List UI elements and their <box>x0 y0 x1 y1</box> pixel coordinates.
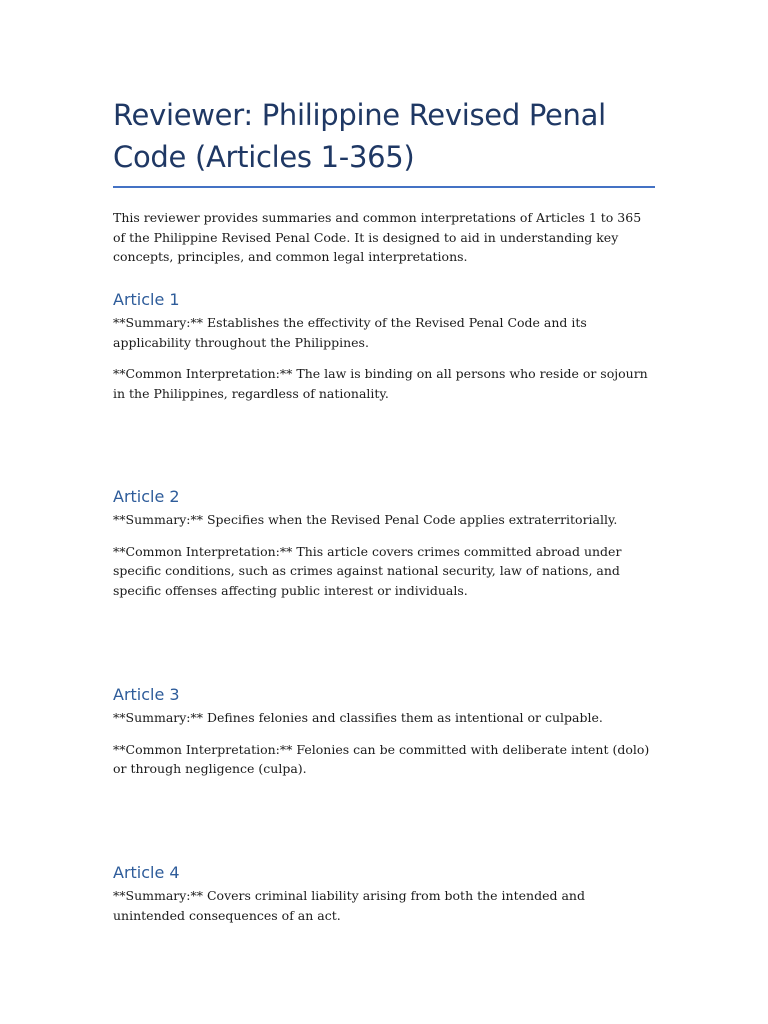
article-interpretation: **Common Interpretation:** This article covers crimes committed abroad under specific conditions, such as crimes against national security, law of nations, and specific offenses affecting public interest or individuals. <box>113 543 622 598</box>
article-heading: Article 3 <box>113 685 180 704</box>
article-summary: **Summary:** Covers criminal liability arising from both the intended and unintended consequences of an act. <box>113 888 585 923</box>
intro-paragraph: This reviewer provides summaries and common interpretations of Articles 1 to 365 of the Philippine Revised Penal Code. It is designed to aid in understanding key concepts, principles, and common legal interpretations. <box>113 210 642 264</box>
article-interpretation: **Common Interpretation:** Felonies can be committed with deliberate intent (dolo) or through negligence (culpa). <box>113 741 650 776</box>
article-summary: **Summary:** Defines felonies and classifies them as intentional or culpable. <box>113 710 603 725</box>
article-section-1 <box>113 289 655 403</box>
article-heading: Article 4 <box>113 863 180 882</box>
article-summary: **Summary:** Establishes the effectivity of the Revised Penal Code and its applicability throughout the Philippines. <box>113 315 587 350</box>
article-summary: **Summary:** Specifies when the Revised Penal Code applies extraterritorially. <box>113 512 618 527</box>
article-interpretation: **Common Interpretation:** The law is binding on all persons who reside or sojourn in the Philippines, regardless of nationality. <box>113 366 648 401</box>
article-heading: Article 2 <box>113 487 180 506</box>
article-section-4 <box>113 862 655 925</box>
document-title: Reviewer: Philippine Revised Penal Code (Articles 1-365) <box>113 98 606 174</box>
article-heading: Article 1 <box>113 290 180 309</box>
article-section-2 <box>113 486 655 600</box>
article-section-3 <box>113 684 655 779</box>
title-divider <box>113 186 655 188</box>
